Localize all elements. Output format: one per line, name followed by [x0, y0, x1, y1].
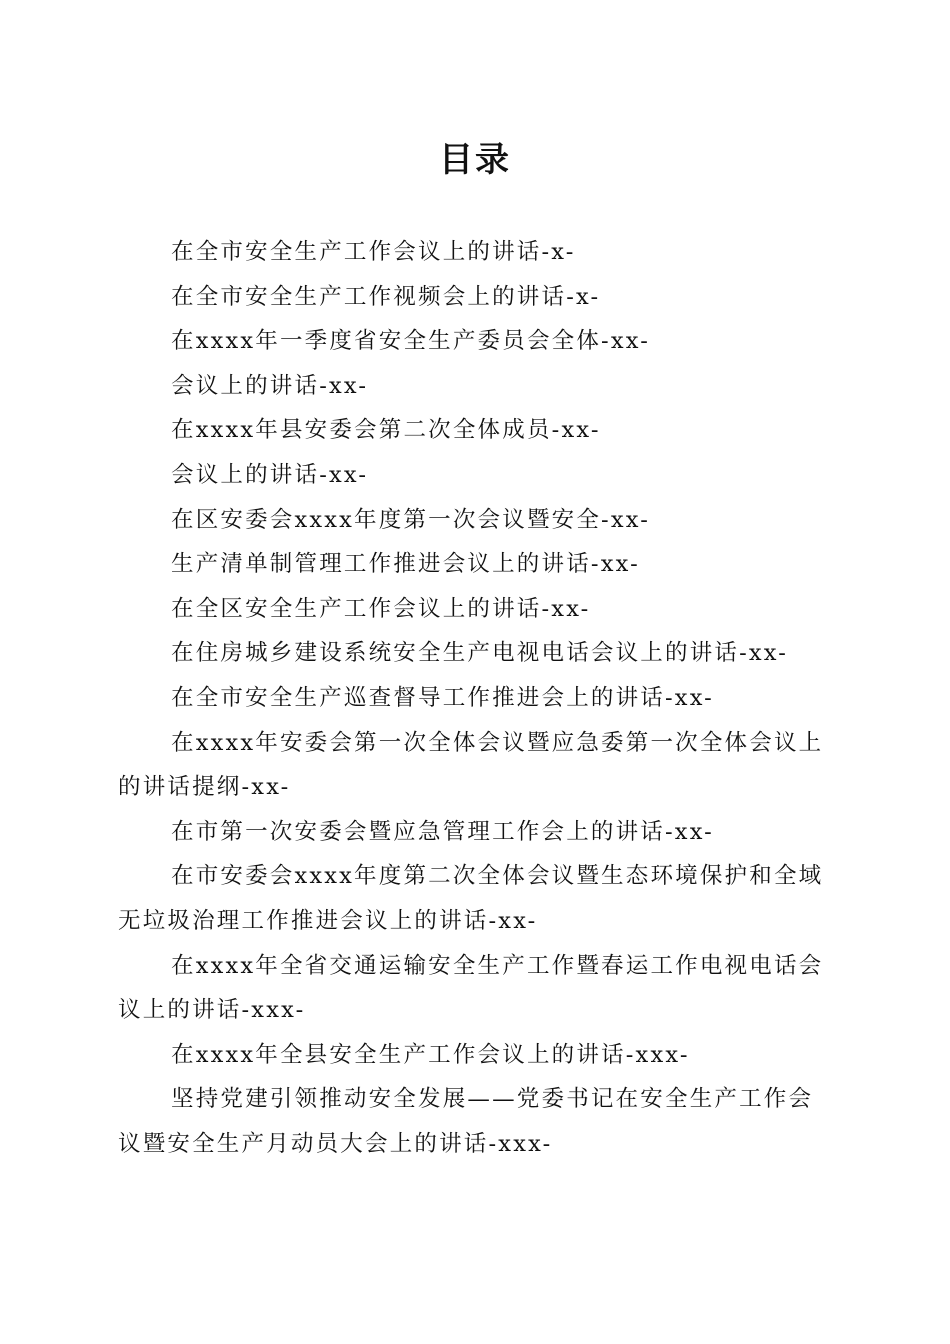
toc-entry[interactable]: 在区安委会xxxx年度第一次会议暨安全-xx- — [171, 506, 651, 533]
page-title: 目录 — [439, 140, 511, 180]
toc-entry[interactable]: 在全市安全生产巡查督导工作推进会上的讲话-xx- — [171, 684, 714, 711]
toc-entry[interactable]: 在市第一次安委会暨应急管理工作会上的讲话-xx- — [171, 818, 714, 845]
table-of-contents — [118, 230, 826, 1166]
toc-entry[interactable]: 在全市安全生产工作会议上的讲话-x- — [171, 239, 576, 265]
toc-entry[interactable]: 在xxxx年安委会第一次全体会议暨应急委第一次全体会议上的讲话提纲-xx- — [118, 729, 824, 801]
toc-entry[interactable]: 在xxxx年全省交通运输安全生产工作暨春运工作电视电话会议上的讲话-xxx- — [118, 952, 824, 1024]
toc-entry[interactable]: 在住房城乡建设系统安全生产电视电话会议上的讲话-xx- — [171, 640, 789, 667]
toc-entry[interactable]: 在xxxx年全县安全生产工作会议上的讲话-xxx- — [171, 1041, 690, 1068]
toc-entry[interactable]: 生产清单制管理工作推进会议上的讲话-xx- — [171, 551, 640, 578]
toc-entry[interactable]: 在xxxx年县安委会第二次全体成员-xx- — [171, 417, 601, 444]
toc-entry[interactable]: 会议上的讲话-xx- — [171, 461, 369, 488]
toc-entry[interactable]: 在全市安全生产工作视频会上的讲话-x- — [171, 283, 601, 310]
toc-entry[interactable]: 会议上的讲话-xx- — [171, 372, 369, 399]
toc-entry[interactable]: 在xxxx年一季度省安全生产委员会全体-xx- — [171, 328, 651, 355]
toc-entry[interactable]: 坚持党建引领推动安全发展——党委书记在安全生产工作会议暨安全生产月动员大会上的讲话-xxx- — [118, 1086, 814, 1157]
toc-entry[interactable]: 在市安委会xxxx年度第二次全体会议暨生态环境保护和全域无垃圾治理工作推进会议上的讲话-xx- — [118, 863, 824, 934]
toc-entry[interactable]: 在全区安全生产工作会议上的讲话-xx- — [171, 595, 591, 622]
